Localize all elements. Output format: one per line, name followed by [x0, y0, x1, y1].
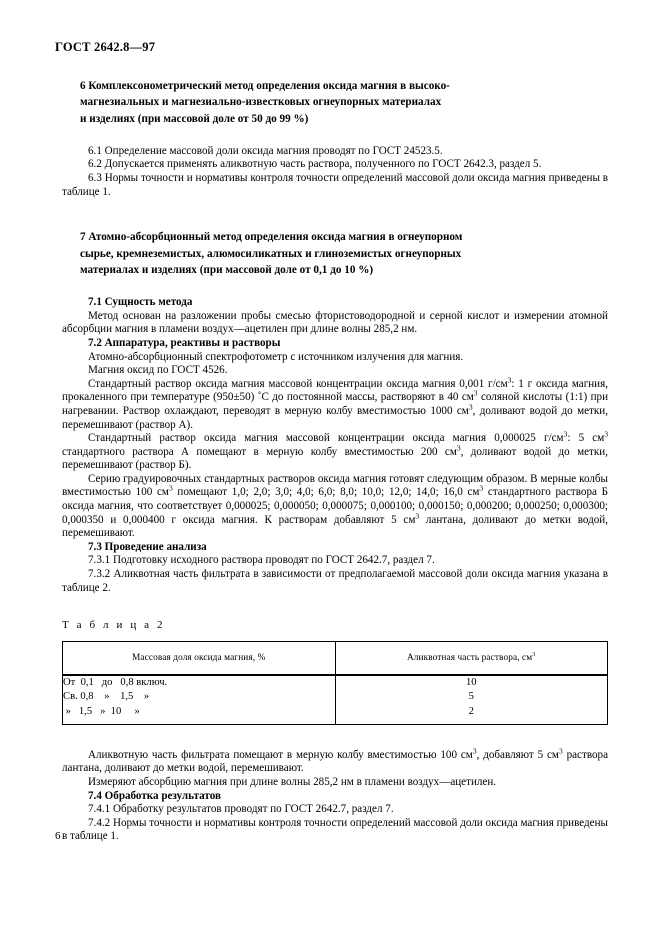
paragraph-6-2: 6.2 Допускается применять аликвотную часть раствора, полученного по ГОСТ 2642.3, раздел 5.	[88, 158, 542, 171]
paragraph-7-4-2: 7.4.2 Нормы точности и нормативы контроля точности определений массовой доли оксида магния приведены в таблице 1.	[62, 816, 608, 843]
paragraph-7-4-1: 7.4.1 Обработку результатов проводят по ГОСТ 2642.7, раздел 7.	[88, 803, 394, 816]
sol-a-part-2: : 1 г оксида магния, прокаленного при температуре (950±50) ˚С до постоянной массы, растворяют в 40 см	[62, 377, 608, 404]
paragraph-measure-absorption: Измеряют абсорбцию магния при длине волны 285,2 нм в пламени воздух—ацетилен.	[88, 776, 497, 788]
paragraph-6-3: 6.3 Нормы точности и нормативы контроля точности определений массовой доли оксида магния приведены в таблице 1.	[62, 172, 608, 198]
range-value-3: » 1,5 » 10 »	[63, 705, 140, 717]
table-row	[63, 675, 608, 725]
aliquot-value-3: 2	[468, 705, 474, 717]
cal-sup-3: 3	[415, 510, 420, 520]
table-body	[63, 675, 608, 725]
spacer	[62, 278, 608, 296]
cal-part-3: стандартного раствора Б оксида магния, что соответствует 0,000025; 0,000050; 0,000075; 0,000100; 0,000150; 0,000200; 0,000250; 0,000300; 0,000350 и 0,000400 г оксида магния. К растворам добавляют 5 см	[62, 486, 608, 526]
after-table-sup-2: 3	[558, 746, 563, 756]
table-header-aliquot	[335, 641, 608, 675]
spacer	[62, 199, 608, 229]
after-table-part-3: раствора лантана, доливают до метки водой, перемешивают.	[62, 748, 608, 775]
section-6-heading-line-2: магнезиальных и магнезиально-известковых огнеупорных материалах	[80, 96, 442, 109]
table-header-row	[63, 641, 608, 675]
table-header	[63, 641, 608, 675]
aliquot-value-2: 5	[468, 691, 474, 703]
page-number: 6	[55, 830, 61, 842]
sol-b-part-3: стандартного раствора А помещают в мерную колбу вместимостью 200 см	[62, 445, 457, 458]
standard-code-header: ГОСТ 2642.8—97	[55, 40, 156, 54]
section-7-heading	[62, 229, 608, 278]
paragraph-standard-solution-b	[62, 429, 608, 473]
table-caption: Т а б л и ц а 2	[62, 619, 166, 632]
table-header-aliquot-sup: 3	[532, 650, 536, 658]
section-7-heading-line-1: 7 Атомно-абсорбционный метод определения оксида магния в огнеупорном	[80, 231, 463, 244]
subsection-7-4-title: 7.4 Обработка результатов	[88, 789, 221, 802]
table-header-aliquot-label: Аликвотная часть раствора, см	[406, 652, 533, 663]
sol-b-sup-1: 3	[563, 429, 568, 439]
paragraph-7-2-reagent: Магния оксид по ГОСТ 4526.	[88, 364, 228, 377]
paragraph-6-1: 6.1 Определение массовой доли оксида магния проводят по ГОСТ 24523.5.	[88, 144, 443, 157]
spacer	[62, 127, 608, 145]
sol-a-part-1: Стандартный раствор оксида магния массовой концентрации оксида магния 0,001 г/см	[88, 377, 508, 390]
sol-b-part-1: Стандартный раствор оксида магния массовой концентрации оксида магния 0,000025 г/см	[88, 432, 564, 445]
section-6-heading-line-3: и изделиях (при массовой доле от 50 до 99 %)	[80, 112, 309, 125]
sol-b-sup-3: 3	[456, 443, 461, 452]
range-value-2: Св. 0,8 » 1,5 »	[63, 691, 150, 703]
after-table-part-2: , добавляют 5 см	[476, 748, 559, 761]
table-header-mass-fraction-label: Массовая доля оксида магния, %	[132, 652, 266, 663]
section-6-heading	[62, 78, 608, 127]
cal-part-2: помещают 1,0; 2,0; 3,0; 4,0; 6,0; 8,0; 10,0; 12,0; 14,0; 16,0 см	[172, 486, 480, 499]
sol-a-sup-2: 3	[473, 388, 478, 398]
after-table-part-1: Аликвотную часть фильтрата помещают в мерную колбу вместимостью 100 см	[88, 748, 473, 761]
cal-sup-1: 3	[168, 483, 173, 493]
paragraph-calibration-series	[62, 473, 608, 541]
sol-a-sup-3: 3	[468, 402, 473, 412]
aliquot-table	[62, 641, 608, 725]
section-7-heading-line-2: сырье, кремнеземистых, алюмосиликатных и глиноземистых огнеупорных	[80, 247, 462, 260]
table-header-mass-fraction	[63, 641, 336, 675]
sol-a-part-3: соляной кислоты (1:1) при нагревании. Раствор охлаждают, переводят в мерную колбу вместимостью 1000 см	[62, 391, 609, 417]
range-value-1: От 0,1 до 0,8 включ.	[63, 676, 168, 688]
spacer	[62, 595, 608, 619]
after-table-sup-1: 3	[472, 746, 477, 756]
sol-b-sup-2: 3	[604, 429, 608, 439]
paragraph-after-table	[62, 746, 608, 776]
table-cell-ranges	[63, 675, 336, 725]
sol-b-part-4: , доливают водой до метки, перемешивают (раствор Б).	[62, 445, 608, 472]
cal-part-4: лантана, доливают до метки водой, перемешивают.	[62, 513, 609, 540]
paragraph-7-2-apparatus: Атомно-абсорбционный спектрофотометр с источником излучения для магния.	[88, 350, 464, 363]
subsection-7-3-title: 7.3 Проведение анализа	[88, 540, 207, 553]
aliquot-value-1: 10	[465, 676, 477, 688]
paragraph-standard-solution-a	[62, 375, 609, 432]
subsection-7-1-title: 7.1 Сущность метода	[88, 296, 193, 309]
table-cell-aliquots	[335, 675, 608, 725]
paragraph-7-3-1: 7.3.1 Подготовку исходного раствора проводят по ГОСТ 2642.7, раздел 7.	[88, 554, 435, 567]
sol-b-part-2: : 5 см	[567, 432, 605, 445]
paragraph-7-1-body: Метод основан на разложении пробы смесью фтористоводородной и серной кислот и измерении атомной абсорбции магния в пламени воздух—ацетилен при длине волны 285,2 нм.	[62, 309, 608, 336]
spacer	[62, 725, 608, 749]
document-body	[62, 78, 608, 844]
section-6-heading-line-1: 6 Комплексонометрический метод определения оксида магния в высоко-	[80, 80, 450, 92]
cal-part-1: Серию градуировочных стандартных растворов оксида магния готовят следующим образом. В мерные колбы вместимостью 100 см	[62, 472, 608, 499]
section-7-heading-line-3: материалах и изделиях (при массовой доле от 0,1 до 10 %)	[80, 263, 374, 276]
cal-sup-2: 3	[479, 483, 484, 493]
sol-a-part-4: , доливают водой до метки, перемешивают (раствор А).	[62, 404, 608, 431]
spacer	[62, 633, 608, 641]
subsection-7-2-title: 7.2 Аппаратура, реактивы и растворы	[88, 336, 281, 349]
sol-a-sup-1: 3	[507, 375, 512, 385]
paragraph-7-3-2: 7.3.2 Аликвотная часть фильтрата в зависимости от предполагаемой массовой доли оксида магния указана в таблице 2.	[62, 568, 608, 594]
